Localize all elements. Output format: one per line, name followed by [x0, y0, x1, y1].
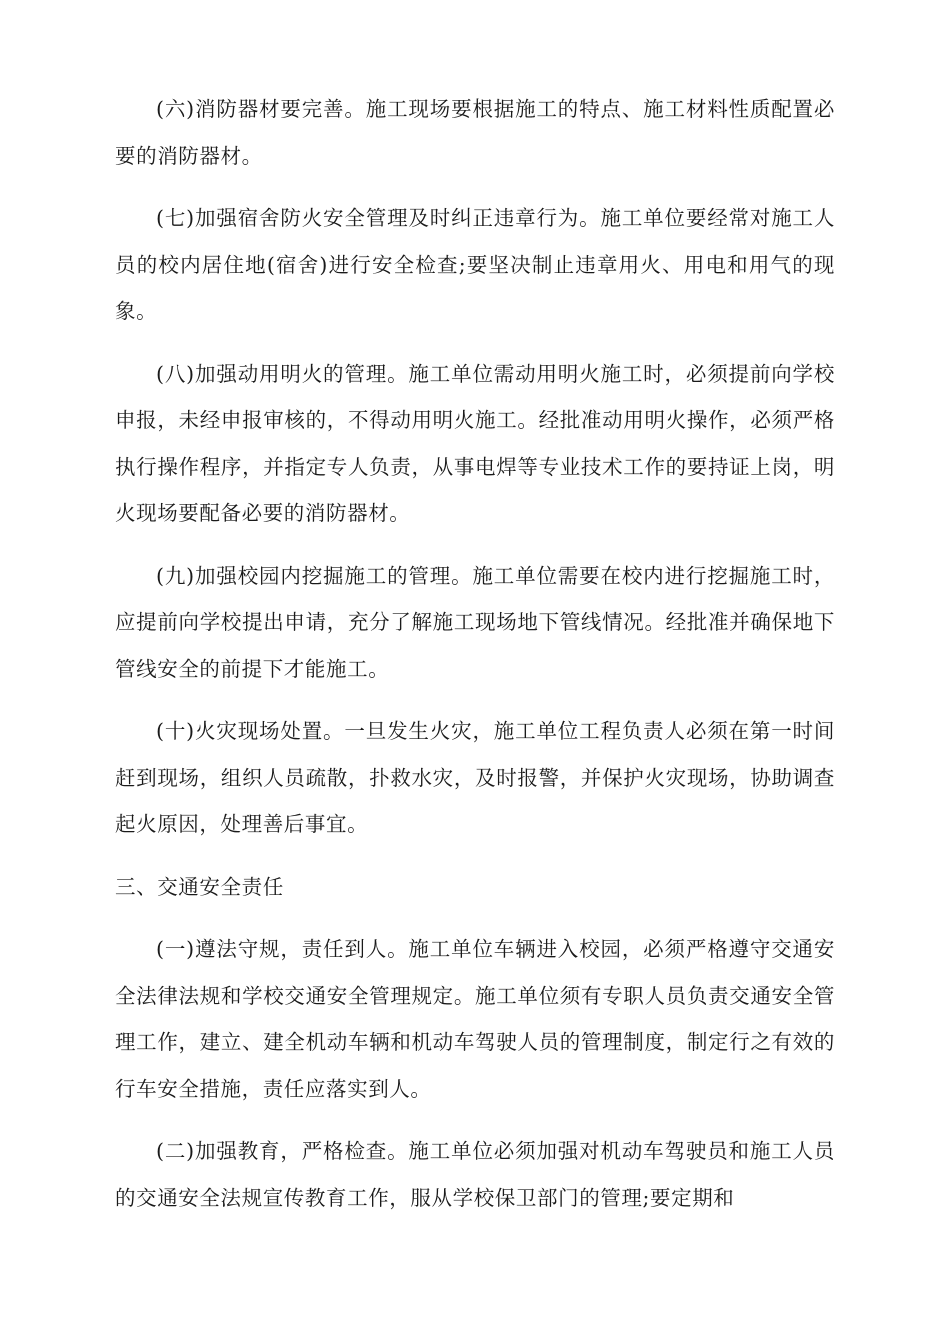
paragraph-fire-response: (十)火灾现场处置。一旦发生火灾，施工单位工程负责人必须在第一时间赶到现场，组织人员疏散，扑救水灾，及时报警，并保护火灾现场，协助调查起火原因，处理善后事宜。: [115, 719, 835, 836]
document-body: [115, 86, 835, 1237]
paragraph-open-flame: (八)加强动用明火的管理。施工单位需动用明火施工时，必须提前向学校申报，未经申报审核的，不得动用明火施工。经批准动用明火操作，必须严格执行操作程序，并指定专人负责，从事电焊等专业技术工作的要持证上岗，明火现场要配备必要的消防器材。: [115, 361, 835, 525]
section-heading-traffic: 三、交通安全责任: [115, 874, 284, 899]
paragraph-fire-equipment: (六)消防器材要完善。施工现场要根据施工的特点、施工材料性质配置必要的消防器材。: [115, 97, 835, 168]
paragraph-excavation: (九)加强校园内挖掘施工的管理。施工单位需要在校内进行挖掘施工时，应提前向学校提出申请，充分了解施工现场地下管线情况。经批准并确保地下管线安全的前提下才能施工。: [115, 563, 835, 681]
paragraph-dormitory-safety: (七)加强宿舍防火安全管理及时纠正违章行为。施工单位要经常对施工人员的校内居住地(宿舍)进行安全检查;要坚决制止违章用火、用电和用气的现象。: [115, 206, 835, 323]
paragraph-traffic-education: (二)加强教育，严格检查。施工单位必须加强对机动车驾驶员和施工人员的交通安全法规宣传教育工作，服从学校保卫部门的管理;要定期和: [115, 1139, 835, 1210]
paragraph-traffic-rules: (一)遵法守规，责任到人。施工单位车辆进入校园，必须严格遵守交通安全法律法规和学校交通安全管理规定。施工单位须有专职人员负责交通安全管理工作，建立、建全机动车辆和机动车驾驶人员的管理制度，制定行之有效的行车安全措施，责任应落实到人。: [115, 937, 835, 1101]
